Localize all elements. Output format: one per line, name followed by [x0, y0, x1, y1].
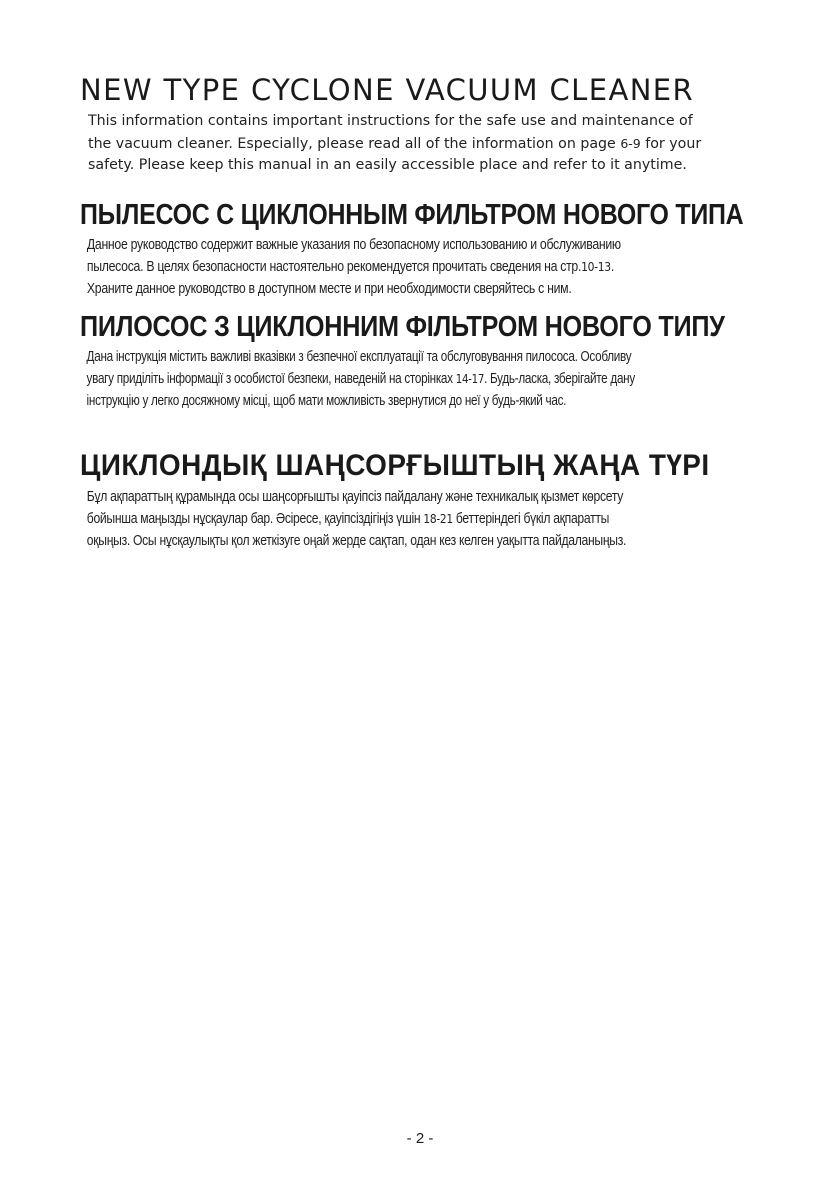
paragraph-russian: [80, 234, 775, 300]
page-reference: 6-9: [620, 135, 641, 151]
page-reference: 18-21: [423, 511, 453, 526]
text-line: This information contains important instructions for the safe use and maintenance of: [88, 113, 693, 129]
paragraph-ukrainian: [80, 346, 775, 412]
text-line: Дана інструкція містить важливі вказівки з безпечної експлуатації та обслуговування пилососа. Особливу: [86, 349, 632, 365]
text-line: бойынша маңызды нұсқаулар бар. Әсіресе, қауіпсіздігіңіз үшін: [86, 511, 424, 527]
section-ukrainian: [80, 309, 770, 412]
title-english: NEW TYPE CYCLONE VACUUM CLEANER: [80, 73, 695, 107]
title-kazakh: ЦИКЛОНДЫҚ ШАҢСОРҒЫШТЫҢ ЖАҢА ТҮРІ: [80, 449, 710, 482]
text-line: Данное руководство содержит важные указания по безопасному использованию и обслуживанию: [86, 237, 621, 253]
page-reference: 14-17: [455, 371, 485, 386]
text-line: беттеріндегі бүкіл ақпаратты: [452, 511, 610, 527]
text-line: інструкцію у легко досяжному місці, щоб мати можливість звернутися до неї у будь-який час.: [86, 393, 567, 409]
section-kazakh: [80, 448, 770, 552]
text-line: Храните данное руководство в доступном месте и при необходимости сверяйтесь с ним.: [86, 281, 572, 297]
text-line: . Будь-ласка, зберігайте дану: [484, 371, 635, 387]
text-line: .: [610, 259, 614, 275]
text-line: оқыңыз. Осы нұсқаулықты қол жеткізуге оңай жерде сақтап, одан кез келген уақытта пайдаланыңыз.: [86, 533, 627, 549]
title-russian: ПЫЛЕСОС С ЦИКЛОННЫМ ФИЛЬТРОМ НОВОГО ТИПА: [80, 199, 744, 231]
section-english: [80, 72, 770, 177]
text-line: увагу приділіть інформації з особистої безпеки, наведеній на сторінках: [86, 371, 456, 387]
text-line: пылесоса. В целях безопасности настоятельно рекомендуется прочитать сведения на стр.: [86, 259, 582, 275]
text-line: the vacuum cleaner. Especially, please read all of the information on page: [88, 135, 621, 152]
page-reference: 10-13: [581, 259, 611, 274]
page-number: - 2 -: [406, 1130, 434, 1147]
section-russian: [80, 197, 770, 300]
text-line: Бұл ақпараттың құрамында осы шаңсорғышты қауіпсіз пайдалану және техникалық қызмет көрсету: [86, 489, 624, 505]
text-line: safety. Please keep this manual in an easily accessible place and refer to it anytime.: [88, 157, 687, 173]
text-line: for your: [640, 135, 702, 152]
title-ukrainian: ПИЛОСОС З ЦИКЛОННИМ ФІЛЬТРОМ НОВОГО ТИПУ: [80, 311, 725, 343]
paragraph-kazakh: [80, 486, 775, 552]
paragraph-english: [80, 111, 770, 177]
